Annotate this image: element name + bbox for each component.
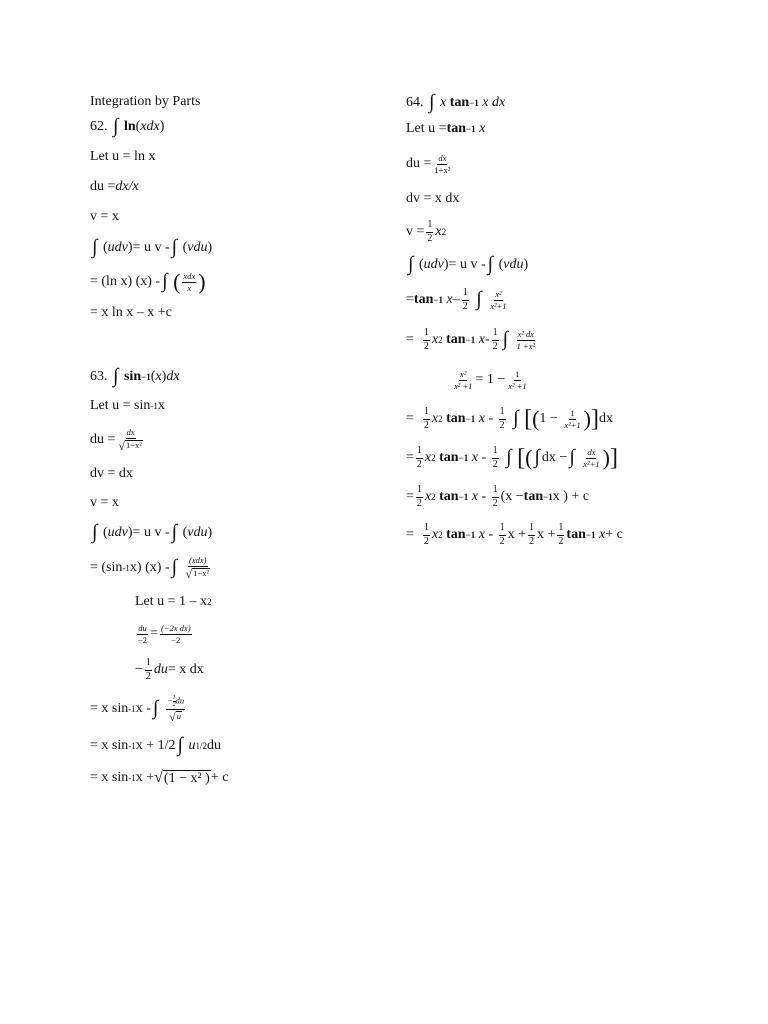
- p63-du: du = dx √ 1−x²: [90, 427, 142, 453]
- p62-result: = x ln x – x +c: [90, 305, 172, 320]
- heading: Integration by Parts: [90, 94, 201, 109]
- p63-step1: = (sin -1 x) (x) - ∫ (xdx) √ 1−x²: [90, 555, 209, 581]
- p64-v: v = $\frac{1}{2}$ x 2: [406, 219, 447, 244]
- p63-step2: = x sin -1 x - ∫ − $\frac{1}{2}$ du √ u: [90, 695, 185, 724]
- p64-step1: = tan −1 x – $\frac{1}{2}$ ∫ $\frac{\text{x²}}{\text{x²+1}}$: [406, 287, 507, 312]
- p64-dv: dv = x dx: [406, 191, 460, 206]
- left-column: [90, 92, 390, 794]
- p64-step4: = $\frac{1}{2}$ x 2 tan −1 x - $\frac{1}{2}$ ∫ [ ( ∫ dx − ∫ $\frac{dx}{\text{x²+1}}$ ) ]: [406, 445, 618, 471]
- p63-dv: dv = dx: [90, 466, 133, 481]
- p63-sub-frac: $\frac{du}{-2}$ = $\frac{\text{(−2x dx)}}{-2}$: [138, 622, 191, 645]
- problem-63-title: 63. ∫ sin −1 ( x ) dx: [90, 365, 180, 387]
- p62-formula: ∫ ( udv ) = u v - ∫ ( vdu ): [92, 236, 213, 258]
- p62-step1: = (ln x) (x) - ∫ ( $\frac{\text{xdx}}{x}$ ): [90, 269, 206, 294]
- p64-identity: $\frac{\text{x²}}{\text{x² +1}}$ = 1 − $\frac{1}{\text{x² +1}}$: [454, 368, 527, 391]
- problem-64-title: 64. ∫ x tan −1 x dx: [406, 91, 506, 113]
- problem-62-title: 62. ∫ ln ( xdx ): [90, 115, 165, 137]
- p64-result: = $\frac{1}{2}$ x 2 tan −1 x - $\frac{1}{2}$ x + $\frac{1}{2}$ x + $\frac{1}{2}$ tan −1 x + c: [406, 522, 623, 547]
- p63-step4: = x sin -1 x + √ (1 − x² ) + c: [90, 768, 229, 786]
- right-column: [406, 92, 746, 554]
- p63-sub-let: Let u = 1 – x 2: [135, 594, 212, 609]
- p62-v: v = x: [90, 209, 119, 224]
- p64-step3: = $\frac{1}{2}$ x 2 tan −1 x - $\frac{1}{2}$ ∫ [ ( 1 − $\frac{1}{\text{x²+1}}$ ) ] dx: [406, 406, 613, 432]
- p63-sub-result: − $\frac{1}{2}$ du = x dx: [135, 657, 204, 682]
- p63-formula: ∫ ( udv ) = u v - ∫ ( vdu ): [92, 521, 213, 543]
- p62-let-u: Let u = ln x: [90, 149, 156, 164]
- p62-du: du = dx/x: [90, 179, 139, 194]
- p64-formula: ∫ ( udv ) = u v - ∫ ( vdu ): [408, 253, 529, 275]
- p64-du: du = $\frac{dx}{\text{1+x²}}$: [406, 152, 451, 175]
- p63-v: v = x: [90, 495, 119, 510]
- p63-step3: = x sin -1 x + 1/2 ∫ u 1/2 du: [90, 734, 222, 756]
- p64-step2: = $\frac{1}{2}$ x 2 tan −1 x - $\frac{1}{2}$ ∫ $\frac{\text{x² dx}}{\text{1 +x²}}$: [406, 327, 536, 352]
- p63-let-u: Let u = sin -1 x: [90, 398, 165, 413]
- p64-step5: = $\frac{1}{2}$ x 2 tan −1 x - $\frac{1}{2}$ (x − tan −1 x ) + c: [406, 484, 590, 509]
- p64-let-u: Let u = tan −1 x: [406, 121, 486, 136]
